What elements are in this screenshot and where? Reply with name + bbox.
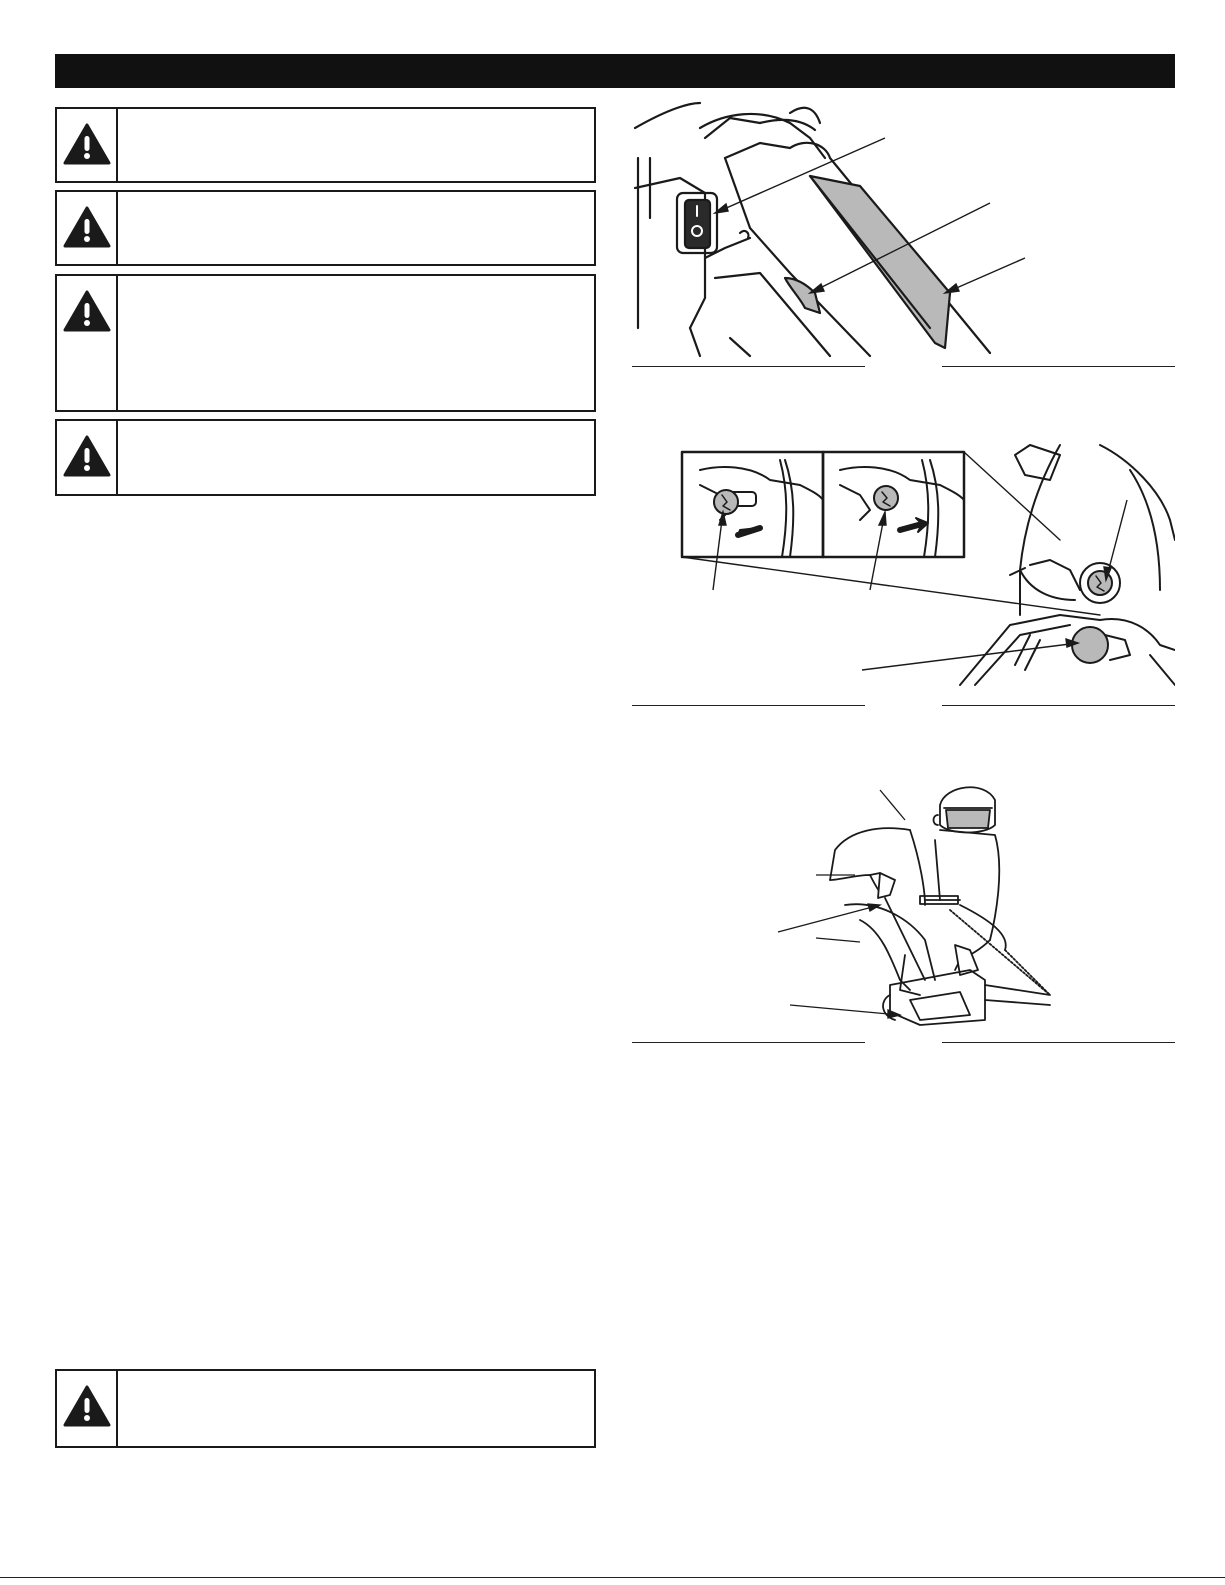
warning-text-4 bbox=[118, 421, 594, 494]
warning-box-3 bbox=[55, 274, 596, 412]
warning-box-2 bbox=[55, 190, 596, 266]
figure-3-rule-left bbox=[632, 1042, 865, 1043]
warning-text-1 bbox=[118, 109, 594, 181]
page-bottom-rule bbox=[0, 1577, 1225, 1578]
warning-box-4 bbox=[55, 419, 596, 496]
figure-2-rule-right bbox=[942, 705, 1175, 706]
figure-1-rule-right bbox=[942, 366, 1175, 367]
starting-position-figure bbox=[760, 780, 1060, 1030]
section-header-bar bbox=[55, 54, 1175, 88]
warning-triangle-icon bbox=[63, 206, 111, 248]
warning-box-5 bbox=[55, 1369, 596, 1448]
warning-triangle-icon bbox=[63, 123, 111, 165]
warning-box-1 bbox=[55, 107, 596, 183]
choke-knob-figure bbox=[630, 440, 1175, 695]
warning-triangle-icon bbox=[63, 290, 111, 332]
warning-triangle-icon bbox=[63, 435, 111, 477]
warning-text-2 bbox=[118, 192, 594, 264]
figure-3-rule-right bbox=[942, 1042, 1175, 1043]
warning-text-5 bbox=[118, 1371, 594, 1446]
warning-triangle-icon bbox=[63, 1385, 111, 1427]
warning-text-3 bbox=[118, 276, 594, 410]
switch-and-trigger-figure bbox=[630, 98, 1175, 360]
figure-1-rule-left bbox=[632, 366, 865, 367]
figure-2-rule-left bbox=[632, 705, 865, 706]
